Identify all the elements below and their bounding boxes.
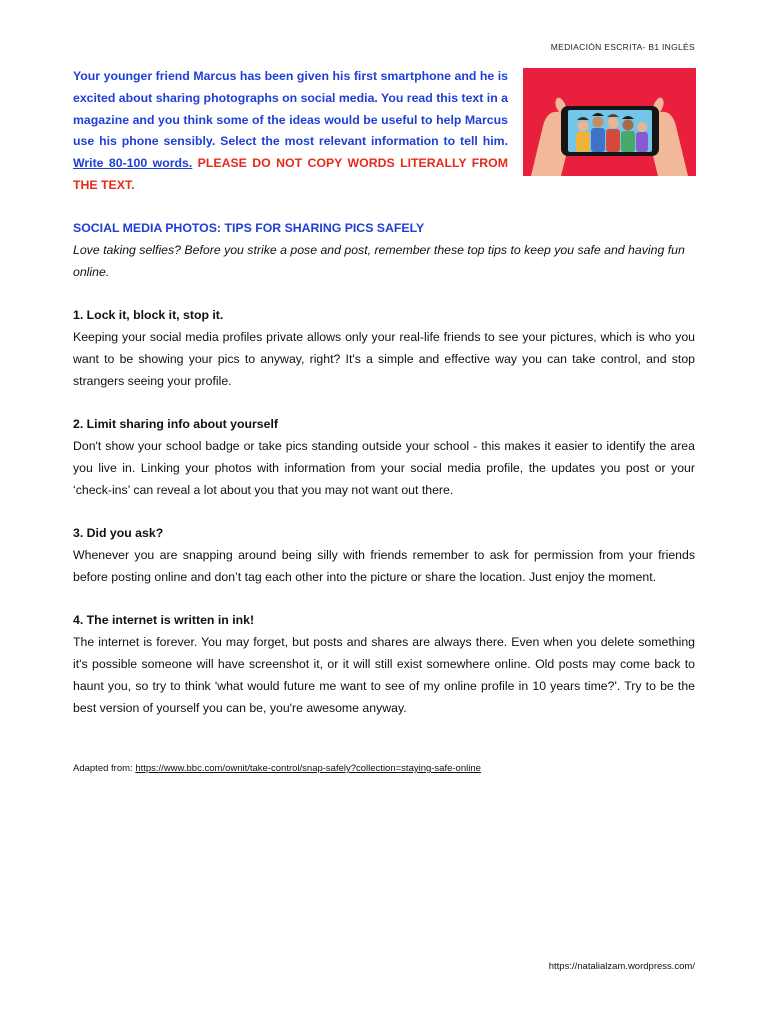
article-title: SOCIAL MEDIA PHOTOS: TIPS FOR SHARING PICS SAFELY	[73, 221, 425, 235]
phone-selfie-illustration	[523, 68, 696, 176]
section-1-body: Keeping your social media profiles private allows only your real-life friends to see your pictures, which is who you want to be showing your pics to anyway, right? It's a simple and effective way you can take control, and stop strangers seeing your profile.	[73, 329, 695, 388]
section-2-title: 2. Limit sharing info about yourself	[73, 417, 278, 432]
section-2-body: Don't show your school badge or take pics standing outside your school - this makes it easier to identify the area you live in. Linking your photos with information from your social media profile, the updates you post or your ‘check-ins’ can reveal a lot about you that you may not want out there.	[73, 438, 695, 497]
article	[73, 218, 695, 719]
section-3-body: Whenever you are snapping around being silly with friends remember to ask for permission from your friends before posting online and don’t tag each other into the picture or share the location. Just enjoy the moment.	[73, 547, 695, 584]
task-instructions	[73, 66, 508, 197]
section-4-title: 4. The internet is written in ink!	[73, 613, 255, 628]
task-text: Your younger friend Marcus has been given his first smartphone and he is excited about sharing photographs on social media. You read this text in a magazine and you think some of the ideas would be useful to help Marcus use his phone sensibly. Select the most relevant information to tell him.	[73, 69, 508, 149]
section-1-title: 1. Lock it, block it, stop it.	[73, 308, 224, 323]
source-label: Adapted from:	[73, 763, 136, 774]
header-tag: MEDIACIÓN ESCRITA- B1 INGLÉS	[550, 42, 695, 52]
footer-url[interactable]: https://natalialzam.wordpress.com/	[548, 961, 695, 972]
section-3-title: 3. Did you ask?	[73, 526, 164, 541]
article-intro: Love taking selfies? Before you strike a pose and post, remember these top tips to keep you safe and having fun online.	[73, 242, 685, 279]
copy-warning: PLEASE DO NOT COPY WORDS LITERALLY FROM THE TEXT.	[73, 156, 508, 192]
word-count-link[interactable]: Write 80-100 words.	[73, 156, 193, 171]
source-link[interactable]: https://www.bbc.com/ownit/take-control/snap-safely?collection=staying-safe-online	[135, 763, 481, 774]
section-4-body: The internet is forever. You may forget, but posts and shares are always there. Even when you delete something it's possible someone will have screenshot it, or it will still exist somewhere online. Old posts may come back to haunt you, so try to think 'what would future me want to see of my online profile in 10 years time?'. Try to be the best version of yourself you can be, you're awesome anyway.	[73, 635, 695, 715]
source-citation	[73, 763, 481, 774]
